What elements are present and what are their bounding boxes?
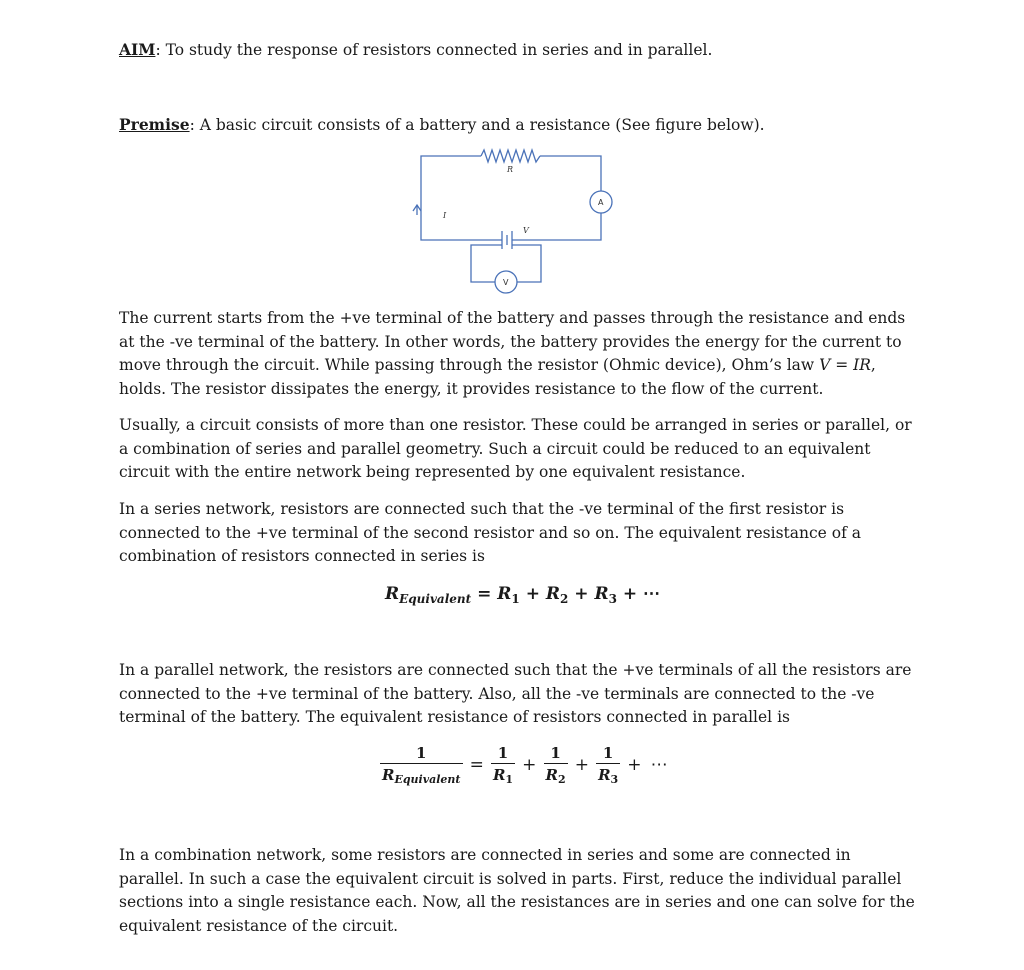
frac-lhs-num: 1 bbox=[416, 744, 427, 762]
frac-lhs-den-sub: Equivalent bbox=[394, 773, 461, 786]
frac-r3 bbox=[596, 744, 620, 786]
paragraph-series bbox=[119, 498, 919, 569]
aim-line bbox=[119, 40, 712, 59]
frac-lhs-den-symbol: R bbox=[382, 766, 395, 784]
frac-r3-num: 1 bbox=[602, 744, 614, 762]
eq-series-plus-1: + bbox=[525, 584, 540, 604]
frac-r1-den-sub: 1 bbox=[505, 773, 514, 786]
eq-series-plus-2: + bbox=[574, 584, 589, 604]
frac-r3-den-sub: 3 bbox=[610, 773, 619, 786]
frac-lhs bbox=[380, 744, 463, 786]
paragraph-circuit-intro bbox=[119, 414, 919, 485]
p1-text-start: The current starts from the +ve terminal of the battery and passes through the resistance and ends at the -ve terminal of the battery. In other words, the battery provides the energy for the current to move through the circuit. While passing through the resistor (Ohmic device), Ohm’s law bbox=[119, 309, 906, 374]
p3-text: In a series network, resistors are connected such that the -ve terminal of the first resistor is connected to the +ve terminal of the second resistor and so on. The equivalent resistance of a combination of resistors connected in series is bbox=[119, 500, 862, 565]
frac-r3-den bbox=[596, 763, 620, 786]
series-equation bbox=[385, 584, 660, 606]
frac-r3-den-symbol: R bbox=[598, 766, 611, 784]
wire-top-right bbox=[540, 156, 601, 191]
ohms-law-formula: V = IR bbox=[819, 356, 871, 374]
eq-series-lhs-sub: Equivalent bbox=[399, 592, 472, 606]
eq-parallel-equals: = bbox=[469, 755, 484, 775]
p4-text: In a parallel network, the resistors are connected such that the +ve terminals of all the resistors are connected to the +ve terminal of the battery. Also, all the -ve terminals are connected to the -ve terminal of the battery. The equivalent resistance of resistors connected in parallel is bbox=[119, 661, 912, 726]
eq-parallel-plus-1: + bbox=[522, 755, 537, 775]
eq-series-lhs: R bbox=[385, 584, 400, 604]
eq-parallel-ellipsis: ⋯ bbox=[650, 755, 668, 775]
eq-series-r2-sub: 2 bbox=[560, 592, 569, 606]
eq-series-r3-sub: 3 bbox=[608, 592, 617, 606]
frac-r2-num: 1 bbox=[550, 744, 561, 762]
aim-label: AIM bbox=[119, 40, 156, 59]
parallel-equation bbox=[380, 744, 670, 786]
frac-r2-den-symbol: R bbox=[545, 766, 558, 784]
p5-text: In a combination network, some resistors are connected in series and some are connected in parallel. In such a case the equivalent circuit is solved in parts. First, reduce the individual parallel sections into a single resistance each. Now, all the resistances are in series and one can solve for the equivalent resistance of the circuit. bbox=[119, 846, 915, 935]
ammeter-label: A bbox=[598, 198, 604, 207]
current-label: I bbox=[443, 211, 447, 220]
frac-lhs-den bbox=[380, 763, 463, 786]
frac-r1 bbox=[491, 744, 515, 786]
paragraph-ohms-law bbox=[119, 307, 919, 401]
p1-text-end: , holds. The resistor dissipates the energy, it provides resistance to the flow of the current. bbox=[119, 356, 876, 398]
eq-parallel-plus-3: + bbox=[627, 755, 642, 775]
frac-r2 bbox=[544, 744, 568, 786]
wire-left bbox=[421, 156, 502, 240]
frac-r2-den bbox=[544, 763, 568, 786]
eq-series-r1: R bbox=[497, 584, 512, 604]
circuit-diagram bbox=[405, 145, 620, 295]
frac-r1-den bbox=[491, 763, 515, 786]
eq-series-equals: = bbox=[477, 584, 492, 604]
p2-text: Usually, a circuit consists of more than one resistor. These could be arranged in series or parallel, or a combination of series and parallel geometry. Such a circuit could be reduced to an equivalent circuit with the entire network being represented by one equivalent resistance. bbox=[119, 416, 912, 481]
voltmeter-wire-right bbox=[512, 245, 541, 282]
eq-series-r1-sub: 1 bbox=[511, 592, 520, 606]
frac-r1-den-symbol: R bbox=[492, 766, 506, 784]
paragraph-combination bbox=[119, 844, 919, 938]
premise-text: : A basic circuit consists of a battery and a resistance (See figure below). bbox=[189, 116, 765, 134]
eq-series-r2: R bbox=[545, 584, 560, 604]
resistor-symbol bbox=[481, 150, 540, 162]
frac-r1-num: 1 bbox=[497, 744, 509, 762]
premise-line bbox=[119, 115, 765, 134]
voltmeter-wire-left bbox=[471, 245, 502, 282]
premise-label: Premise bbox=[119, 115, 190, 134]
eq-series-ellipsis: ⋯ bbox=[643, 584, 661, 604]
eq-series-r3: R bbox=[594, 584, 609, 604]
eq-series-plus-3: + bbox=[622, 584, 638, 604]
battery-label: V bbox=[523, 226, 529, 235]
paragraph-parallel bbox=[119, 659, 919, 730]
voltmeter-label: V bbox=[503, 278, 509, 287]
resistor-label: R bbox=[507, 165, 514, 174]
frac-r2-den-sub: 2 bbox=[557, 773, 566, 786]
aim-text: : To study the response of resistors connected in series and in parallel. bbox=[155, 41, 713, 59]
eq-parallel-plus-2: + bbox=[574, 755, 589, 775]
